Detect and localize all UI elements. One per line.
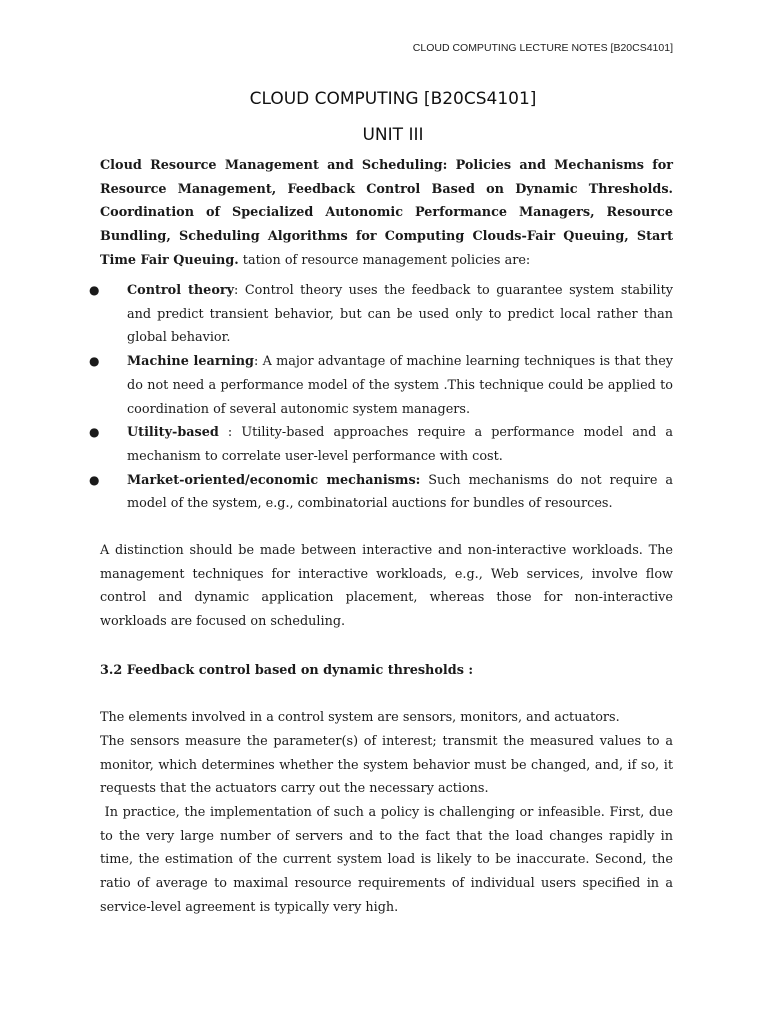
bullet-separator: :: [234, 283, 239, 298]
bullet-text: Such mechanisms do not require a model of the system, e.g., combinatorial auctions for bundles of resources.: [127, 472, 673, 512]
bullet-term: Market-oriented/economic mechanisms:: [127, 472, 421, 488]
bullet-separator: :: [253, 354, 259, 370]
running-header: CLOUD COMPUTING LECTURE NOTES [B20CS4101]: [412, 42, 673, 54]
bullet-text: Utility-based approaches require a performance model and a mechanism to correlate user-level performance with cost.: [127, 425, 673, 464]
section-heading: 3.2 Feedback control based on dynamic thresholds :: [100, 663, 474, 678]
bullet-term: Utility-based: [127, 425, 219, 441]
unit-title: UNIT III: [362, 125, 424, 145]
bullet-term: Machine learning: [127, 354, 254, 370]
bullet-term: Control theory: [127, 283, 235, 298]
practice-paragraph: In practice, the implementation of such a policy is challenging or infeasible. First, due to the very large number of servers and to the fact that the load changes rapidly in time, the estimation of the current system load is likely to be inaccurate. Second, the ratio of average to maximal resource requirements of individual users specified in a service-level agreement is typically very high.: [100, 805, 678, 915]
course-title: CLOUD COMPUTING [B20CS4101]: [249, 89, 537, 109]
list-item: [89, 279, 674, 350]
elements-paragraph: The elements involved in a control system are sensors, monitors, and actuators.: [100, 710, 620, 725]
workloads-paragraph: A distinction should be made between interactive and non-interactive workloads. The management techniques for interactive workloads, e.g., Web services, involve flow control and dynamic application placement, whereas those for non-interactive workloads are focused on scheduling.: [100, 543, 673, 630]
bullet-icon: ●: [89, 354, 100, 369]
intro-normal-text: tation of resource management policies are:: [238, 252, 531, 268]
list-item: [89, 421, 673, 468]
policy-list: [0, 279, 768, 516]
intro-bold-text: Cloud Resource Management and Scheduling: Policies and Mechanisms for Resource Management, Feedback Control Based on Dynamic Thresholds. Coordination of Specialized Autonomic Performance Managers, Resource Bundling, Scheduling Algorithms for Computing Clouds-Fair Queuing, Start Time Fair Queuing.: [100, 158, 673, 268]
list-item: [89, 350, 673, 421]
bullet-text: A major advantage of machine learning techniques is that they do not need a performance model of the system .This technique could be applied to coordination of several autonomic system managers.: [127, 354, 673, 417]
bullet-separator: :: [218, 425, 233, 441]
intro-paragraph: [100, 154, 673, 273]
bullet-icon: ●: [89, 425, 100, 440]
sensors-paragraph: The sensors measure the parameter(s) of interest; transmit the measured values to a monitor, which determines whether the system behavior must be changed, and, if so, it requests that the actuators carry out the necessary actions.: [100, 734, 673, 797]
bullet-icon: ●: [89, 472, 100, 487]
bullet-icon: ●: [89, 283, 100, 297]
list-item: [89, 469, 673, 516]
bullet-text: Control theory uses the feedback to guarantee system stability and predict transient behavior, but can be used only to predict local rather than global behavior.: [127, 283, 674, 346]
